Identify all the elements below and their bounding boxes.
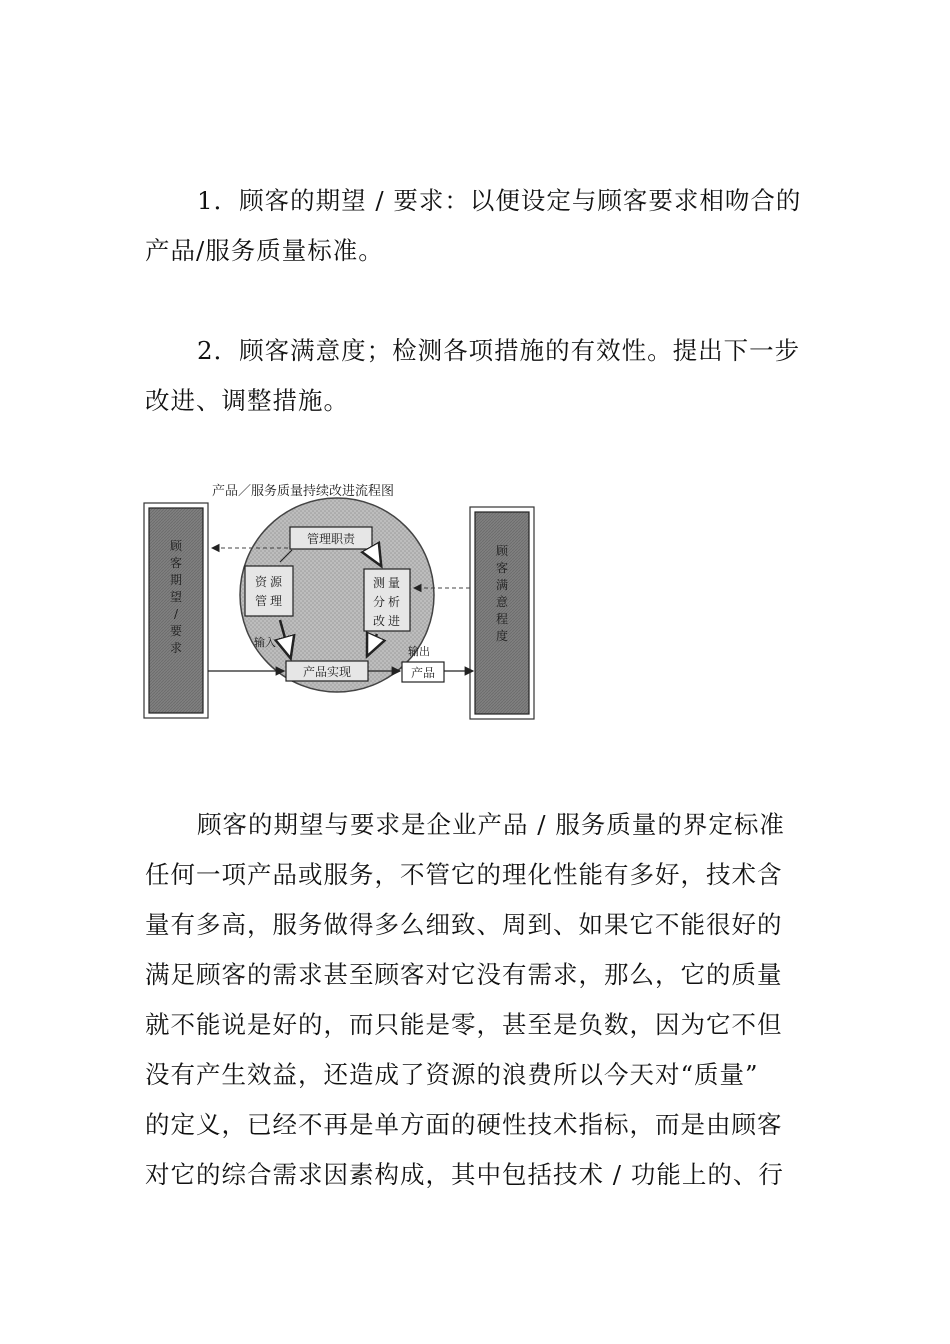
measure-char: 测 — [373, 576, 386, 590]
right-bar-char: 满 — [495, 578, 509, 592]
right-bar-char: 程 — [495, 612, 509, 626]
left-bar-char: 要 — [169, 624, 183, 638]
resource-char: 理 — [270, 594, 283, 608]
paragraph-line: 顾客的期望与要求是企业产品 / 服务质量的界定标准 — [197, 810, 785, 839]
left-bar-char: 求 — [169, 641, 183, 655]
right-bar-char: 意 — [495, 595, 509, 609]
measure-char: 量 — [388, 576, 401, 590]
right-bar-char: 客 — [495, 561, 509, 575]
paragraph-line: 没有产生效益，还造成了资源的浪费所以今天对“质量” — [145, 1060, 759, 1089]
measure-char: 析 — [388, 595, 401, 609]
paragraph-line: 2．顾客满意度；检测各项措施的有效性。提出下一步 — [197, 336, 801, 365]
figure-title: 产品／服务质量持续改进流程图 — [212, 484, 395, 499]
left-bar-label — [170, 539, 183, 655]
measure-box — [364, 569, 410, 631]
left-bar-char: / — [173, 607, 179, 621]
left-bar-char: 客 — [169, 556, 183, 570]
resource-box — [245, 566, 293, 616]
input-label: 输入 — [254, 636, 276, 649]
paragraph-line: 1．顾客的期望 / 要求：以便设定与顾客要求相吻合的 — [197, 186, 802, 215]
measure-char: 改 — [373, 614, 386, 628]
paragraph-line: 产品/服务质量标准。 — [145, 236, 384, 265]
paragraph-customer-satisfaction — [145, 326, 805, 426]
output-label: 输出 — [408, 645, 430, 658]
right-bar-char: 度 — [495, 629, 509, 643]
left-bar-char: 期 — [169, 573, 183, 587]
paragraph-line: 量有多高，服务做得多么细致、周到、如果它不能很好的 — [145, 910, 783, 939]
paragraph-line: 任何一项产品或服务，不管它的理化性能有多好，技术含 — [145, 860, 783, 889]
paragraph-customer-expectation — [145, 176, 805, 276]
resource-char: 管 — [255, 594, 268, 608]
paragraph-line: 改进、调整措施。 — [145, 386, 349, 415]
measure-char: 分 — [373, 595, 386, 609]
quality-improvement-flowchart — [140, 470, 540, 728]
resource-char: 资 — [255, 575, 268, 589]
paragraph-line: 对它的综合需求因素构成，其中包括技术 / 功能上的、行 — [145, 1160, 784, 1189]
left-bar-char: 望 — [169, 590, 183, 604]
management-label: 管理职责 — [306, 532, 356, 546]
left-bar-char: 顾 — [169, 539, 183, 553]
resource-char: 源 — [270, 575, 283, 589]
paragraph-line: 就不能说是好的，而只能是零，甚至是负数，因为它不但 — [145, 1010, 783, 1039]
right-bar-char: 顾 — [495, 544, 509, 558]
realization-label: 产品实现 — [302, 665, 352, 679]
paragraph-line: 满足顾客的需求甚至顾客对它没有需求，那么，它的质量 — [145, 960, 783, 989]
measure-char: 进 — [388, 614, 401, 628]
product-label: 产品 — [410, 666, 436, 680]
paragraph-quality-definition — [145, 800, 805, 1200]
paragraph-line: 的定义，已经不再是单方面的硬性技术指标，而是由顾客 — [145, 1110, 783, 1139]
